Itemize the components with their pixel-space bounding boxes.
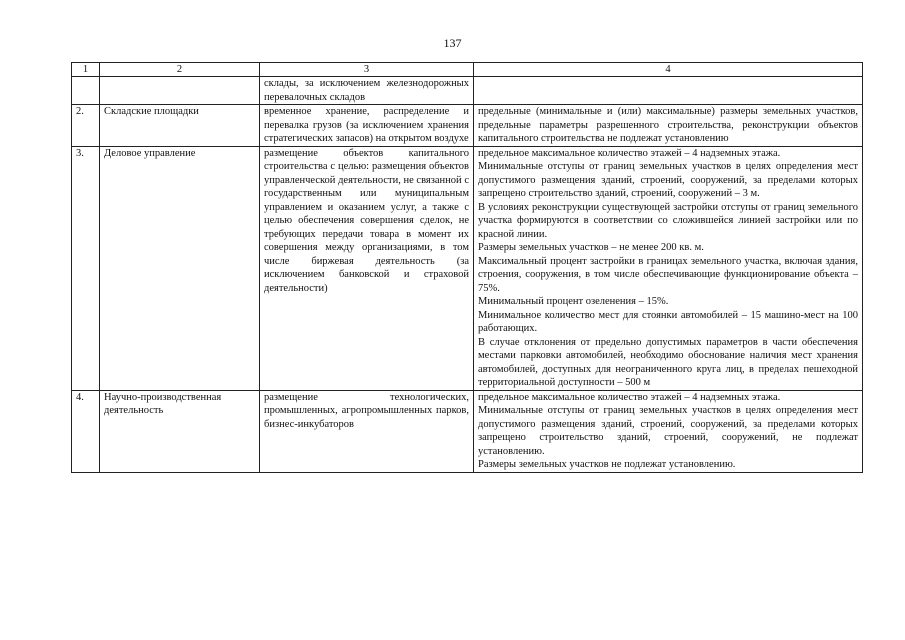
header-cell-4: 4 xyxy=(474,63,863,77)
parameter-text: предельные (минимальные и (или) максимальные) размеры земельных участков, предельные параметры разрешенного строительства, реконструкции объектов капитального строительства не подлежат установлению xyxy=(478,106,858,144)
table-header-row xyxy=(72,63,863,77)
table-row xyxy=(72,77,863,105)
use-description xyxy=(260,105,474,147)
use-type-name: Складские площадки xyxy=(100,105,260,147)
description-text: склады, за исключением железнодорожных перевалочных складов xyxy=(264,78,469,103)
parameters-cell xyxy=(474,146,863,390)
description-text: размещение объектов капитального строительства с целью: размещения объектов управленческой деятельности, не связанной с государственным или муниципальным управлением и оказанием услуг, а также с целью обеспечения совершения сделок, не требующих передачи товара в момент их совершения между организациями, в том числе биржевая деятельность (за исключением банковской и страховой деятельности) xyxy=(264,147,469,294)
header-cell-1: 1 xyxy=(72,63,100,77)
use-type-name: Научно-производственная деятельность xyxy=(100,390,260,472)
parameters-cell xyxy=(474,105,863,147)
row-number: 2. xyxy=(72,105,100,147)
use-description xyxy=(260,390,474,472)
header-cell-2: 2 xyxy=(100,63,260,77)
description-text: размещение технологических, промышленных, агропромышленных парков, бизнес-инкубаторов xyxy=(264,391,469,430)
parameter-text: В условиях реконструкции существующей застройки отступы от границ земельного участка формируются в соответствии со сложившейся линией застройки или по красной линии. xyxy=(478,201,858,240)
use-type-name xyxy=(100,77,260,105)
table-row xyxy=(72,146,863,390)
row-number: 4. xyxy=(72,390,100,472)
use-description xyxy=(260,146,474,390)
use-type-name: Деловое управление xyxy=(100,146,260,390)
row-number xyxy=(72,77,100,105)
parameter-text: Размеры земельных участков – не менее 200 кв. м. xyxy=(478,242,704,253)
parameter-text: Минимальный процент озеленения – 15%. xyxy=(478,296,669,307)
description-text: временное хранение, распределение и перевалка грузов (за исключением хранения стратегических запасов) на открытом воздухе xyxy=(264,106,469,144)
page-number: 137 xyxy=(443,36,462,50)
parameters-cell xyxy=(474,390,863,472)
header-cell-3: 3 xyxy=(260,63,474,77)
land-use-table xyxy=(71,62,863,473)
parameter-text: Минимальные отступы от границ земельных участков в целях определения мест допустимого размещения зданий, строений, сооружений, за пределами которых запрещено строительство зданий, строений, сооружений, не подлежат установлению. xyxy=(478,405,858,457)
parameter-text: Максимальный процент застройки в границах земельного участка, включая здания, строения, сооружения, в том числе обеспечивающие функционирование объекта – 75%. xyxy=(478,255,858,294)
table-row xyxy=(72,390,863,472)
parameter-text: В случае отклонения от предельно допустимых параметров в части обеспечения местами парковки автомобилей, необходимо обоснование наличия мест хранения автомобилей, доступных для неограниченного круга лиц, в пределах пешеходной территориальной доступности – 500 м xyxy=(478,336,858,388)
parameter-text: Минимальное количество мест для стоянки автомобилей – 15 машино-мест на 100 работающих. xyxy=(478,309,858,334)
parameters-cell xyxy=(474,77,863,105)
parameter-text: Размеры земельных участков не подлежат установлению. xyxy=(478,459,736,470)
parameter-text: предельное максимальное количество этажей – 4 надземных этажа. xyxy=(478,391,781,403)
parameter-text: предельное максимальное количество этажей – 4 надземных этажа. xyxy=(478,147,781,159)
row-number: 3. xyxy=(72,146,100,390)
table-row xyxy=(72,105,863,147)
use-description xyxy=(260,77,474,105)
parameter-text: Минимальные отступы от границ земельных участков в целях определения мест допустимого размещения зданий, строений, сооружений, за пределами которых запрещено строительство зданий, строений, сооружений – 3 м. xyxy=(478,161,858,199)
